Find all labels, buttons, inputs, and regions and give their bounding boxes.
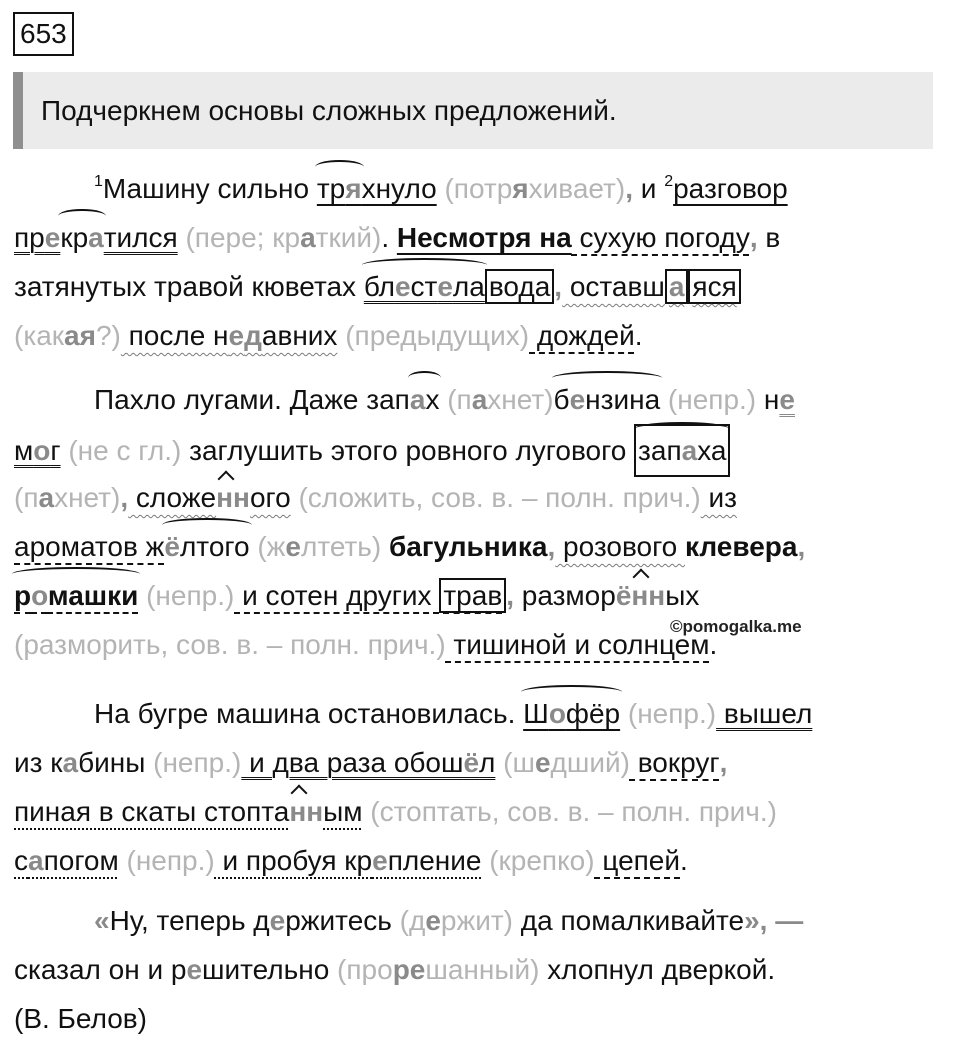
predicate: мог [14, 435, 61, 466]
check-word: (непр.) [138, 580, 235, 611]
check-word: (крепко) [481, 845, 595, 876]
subject: разговор [673, 173, 788, 204]
text: да помалкивайте [512, 905, 745, 936]
comma: , [506, 580, 514, 611]
line [14, 836, 940, 885]
predicate: и два раза обошёл [241, 747, 496, 778]
root-arc: ах [410, 375, 440, 424]
comma: , [797, 531, 806, 562]
subject: Шофёр [523, 689, 620, 738]
line [14, 424, 940, 473]
text: . [381, 222, 397, 253]
text: . [709, 629, 718, 660]
bold-word: багульника [381, 531, 548, 562]
check-word: (непр.) [118, 845, 215, 876]
text: ржитесь [285, 905, 392, 936]
exercise-number: 653 [13, 12, 74, 56]
line [14, 945, 940, 994]
adverbial-participle: сапогом [14, 845, 119, 876]
subject: вода [485, 269, 554, 304]
check-word: (пахнет) [439, 384, 554, 415]
line [14, 164, 940, 213]
word-box: трав [439, 578, 506, 613]
word-box: запаха [634, 424, 730, 477]
text: затянутых травой кюветах [14, 271, 364, 302]
predicate: вышел [716, 698, 813, 729]
watermark: ©pomogalka.me [670, 617, 802, 636]
predicate: блестела [364, 262, 485, 311]
text: Пахло лугами. Даже зап [94, 384, 410, 415]
text: . [680, 845, 688, 876]
check-word: (непр.) [660, 384, 757, 415]
comma: , [554, 271, 563, 302]
text: заглушить этого ровного лугового [181, 435, 635, 466]
object: дождей [529, 320, 635, 351]
check-word: (не с гл.) [60, 435, 182, 466]
check-word: (желтеть) [249, 531, 382, 562]
quote-dash: », — [744, 905, 804, 936]
vowel: е [186, 954, 203, 985]
check-word: (разморить, сов. в. – полн. прич.) [14, 629, 446, 660]
sentence-number: 2 [664, 173, 674, 190]
adverbial: тишиной и солнцем [445, 629, 710, 660]
line [14, 571, 940, 620]
line [14, 689, 940, 738]
line [14, 522, 940, 571]
line [14, 213, 940, 262]
check-word: (сложить, сов. в. – полн. прич.) [290, 482, 701, 513]
paragraph-3 [14, 689, 940, 885]
check-word: (предыдущих) [337, 320, 530, 351]
check-word: (держит) [391, 905, 513, 936]
text: . [634, 320, 643, 351]
root-arc: бензина [554, 375, 661, 424]
line [14, 738, 940, 787]
adverbial: вокруг [629, 747, 720, 778]
quote-mark: « [94, 905, 110, 936]
line [14, 787, 940, 836]
object: ароматов жёлтого [14, 531, 250, 562]
comma: , [749, 222, 758, 253]
adverbial-participle: пиная в скаты стоптанным [14, 796, 363, 827]
text: шительно [202, 954, 330, 985]
adverbial: сухую погоду [571, 222, 750, 253]
suffix: нн [631, 571, 665, 620]
sentence-number: 1 [94, 173, 103, 190]
text: Машину сильно [102, 173, 317, 204]
comma: , [625, 173, 633, 204]
object: цепей [594, 845, 681, 876]
check-word: (потряхивает) [436, 173, 626, 204]
vowel: а [62, 747, 79, 778]
bold-word: клевера [685, 531, 798, 562]
check-word: (прорешанный) [329, 954, 540, 985]
line [14, 994, 940, 1043]
bold-word: ромашки [14, 571, 138, 620]
check-word: (пахнет) [14, 482, 121, 513]
check-word: (непр.) [620, 698, 717, 729]
object: и сотен других [234, 580, 440, 611]
check-word: (какая?) [14, 320, 121, 351]
text: и [633, 173, 665, 204]
comma: , [547, 531, 556, 562]
text: из [700, 482, 737, 513]
preposition: Несмотря на [396, 222, 572, 253]
predicate: е [779, 384, 795, 415]
text: сказал он и р [14, 954, 187, 985]
text: ых [665, 580, 700, 611]
line [14, 262, 940, 311]
participle: оставш а яся [562, 269, 741, 304]
task-header [13, 72, 933, 149]
participle: после недавних [120, 320, 338, 351]
check-word: (шедший) [495, 747, 630, 778]
text: розового [555, 531, 686, 562]
check-word: (пере; краткий) [177, 222, 382, 253]
paragraph-1 [14, 164, 940, 360]
comma: , [719, 747, 728, 778]
text: размор [513, 580, 616, 611]
task-header-text: Подчеркнем основы сложных предложений. [41, 95, 617, 126]
text: ё [615, 580, 632, 611]
participle: сложенного [128, 482, 291, 513]
adverbial-participle: и пробуя крепление [214, 845, 482, 876]
text: бины [78, 747, 146, 778]
paragraph-4 [14, 896, 940, 1043]
text: н [756, 384, 780, 415]
verb-root-arc: тря [317, 164, 362, 213]
line [14, 311, 940, 360]
check-word: (стоптать, сов. в. – полн. прич.) [362, 796, 777, 827]
author: (В. Белов) [14, 1003, 147, 1034]
text: Ну, теперь д [109, 905, 270, 936]
text: из к [14, 747, 63, 778]
predicate: хнуло [361, 173, 437, 204]
predicate: прекратился [14, 222, 178, 253]
check-word: (непр.) [145, 747, 242, 778]
comma: , [120, 482, 129, 513]
text: в [757, 222, 781, 253]
line [14, 896, 940, 945]
line [14, 473, 940, 522]
line [14, 375, 940, 424]
text: хлопнул дверкой. [539, 954, 776, 985]
vowel: е [269, 905, 286, 936]
text: На бугре машина остановилась. [94, 698, 524, 729]
